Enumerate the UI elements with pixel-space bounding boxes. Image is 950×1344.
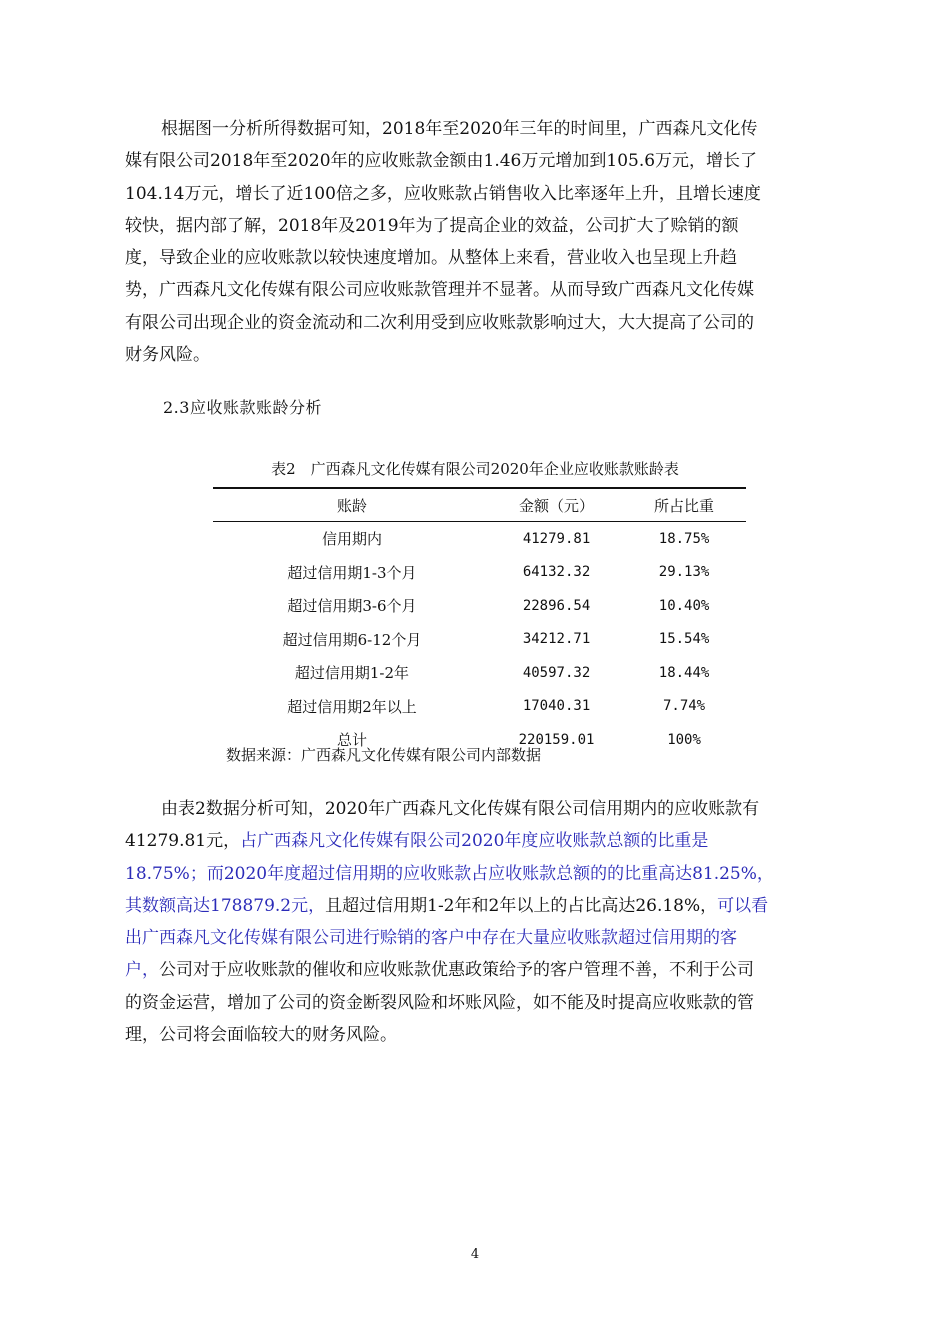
table-row — [213, 623, 746, 657]
table-caption: 表2 广西森凡文化传媒有限公司2020年企业应收账款账龄表 — [271, 460, 679, 478]
share-cell: 10.40% — [658, 597, 710, 614]
text-run: 且超过信用期1-2年和2年以上的占比高达26.18%， — [325, 895, 718, 916]
highlighted-text: 其数额高达178879.2元， — [125, 895, 326, 916]
table-row — [213, 522, 746, 556]
paragraph-line — [125, 954, 837, 986]
analysis-paragraph-2 — [125, 793, 837, 1051]
highlighted-text: 占广西森凡文化传媒有限公司2020年度应收账款总额的比重是 — [240, 831, 709, 852]
share-cell: 15.54% — [658, 631, 710, 648]
aging-table-container — [213, 487, 746, 757]
amount-cell: 40597.32 — [522, 664, 591, 681]
paragraph-line: 媒有限公司2018年至2020年的应收账款金额由1.46万元增加到105.6万元，增长了 — [125, 151, 758, 172]
column-header-share: 所占比重 — [654, 496, 715, 515]
aging-cell: 总计 — [336, 731, 367, 750]
highlighted-line: 出广西森凡文化传媒有限公司进行赊销的客户中存在大量应收账款超过信用期的客 — [125, 928, 737, 949]
text-run: 41279.81元， — [125, 831, 241, 852]
section-heading: 2.3应收账款账龄分析 — [163, 398, 322, 417]
aging-cell: 超过信用期2年以上 — [287, 697, 417, 716]
table-row — [213, 656, 746, 690]
page-number: 4 — [470, 1247, 480, 1262]
aging-cell: 超过信用期1-2年 — [294, 664, 410, 683]
paragraph-line: 有限公司出现企业的资金流动和二次利用受到应收账款影响过大，大大提高了公司的 — [125, 312, 754, 333]
amount-cell: 34212.71 — [522, 631, 591, 648]
table-row — [213, 589, 746, 623]
paragraph-line — [125, 890, 837, 922]
paragraph-line: 的资金运营，增加了公司的资金断裂风险和坏账风险，如不能及时提高应收账款的管 — [125, 992, 754, 1013]
amount-cell: 41279.81 — [522, 530, 591, 547]
highlighted-text: 户， — [125, 960, 159, 981]
amount-cell: 17040.31 — [522, 698, 591, 715]
table-header-row — [213, 488, 746, 522]
amount-cell: 22896.54 — [522, 597, 591, 614]
paragraph-line: 较快，据内部了解，2018年及2019年为了提高企业的效益，公司扩大了赊销的额 — [125, 215, 739, 236]
paragraph-line: 由表2数据分析可知，2020年广西森凡文化传媒有限公司信用期内的应收账款有 — [161, 799, 760, 819]
paragraph-line: 财务风险。 — [125, 345, 210, 366]
paragraph-line: 104.14万元，增长了近100倍之多，应收账款占销售收入比率逐年上升，且增长速度 — [125, 183, 761, 204]
aging-cell: 超过信用期1-3个月 — [287, 563, 417, 582]
column-header-amount: 金额（元） — [519, 496, 595, 515]
analysis-paragraph-1 — [125, 113, 837, 371]
amount-cell: 220159.01 — [518, 731, 595, 748]
paragraph-line: 根据图一分析所得数据可知，2018年至2020年三年的时间里，广西森凡文化传 — [161, 119, 758, 139]
highlighted-line: 18.75%；而2020年度超过信用期的应收账款占应收账款总额的的比重高达81.25%， — [125, 863, 774, 884]
text-run: 公司对于应收账款的催收和应收账款优惠政策给予的客户管理不善，不利于公司 — [159, 960, 754, 981]
amount-cell: 64132.32 — [522, 564, 591, 581]
share-cell: 100% — [667, 731, 701, 748]
share-cell: 29.13% — [658, 564, 710, 581]
table-row — [213, 690, 746, 724]
table-source-note: 数据来源：广西森凡文化传媒有限公司内部数据 — [226, 746, 542, 764]
paragraph-line — [125, 825, 837, 857]
aging-cell: 超过信用期6-12个月 — [282, 630, 422, 649]
highlighted-text: 可以看 — [717, 895, 769, 916]
share-cell: 18.44% — [658, 664, 710, 681]
paragraph-line: 度，导致企业的应收账款以较快速度增加。从整体上来看，营业收入也呈现上升趋 — [125, 248, 737, 269]
share-cell: 7.74% — [662, 698, 706, 715]
aging-table — [213, 487, 746, 757]
share-cell: 18.75% — [658, 530, 710, 547]
aging-cell: 超过信用期3-6个月 — [287, 597, 417, 616]
paragraph-line: 理，公司将会面临较大的财务风险。 — [125, 1025, 397, 1046]
table-row — [213, 556, 746, 590]
column-header-aging: 账龄 — [336, 496, 367, 515]
paragraph-line: 势，广西森凡文化传媒有限公司应收账款管理并不显著。从而导致广西森凡文化传媒 — [125, 280, 754, 301]
aging-cell: 信用期内 — [321, 530, 382, 549]
